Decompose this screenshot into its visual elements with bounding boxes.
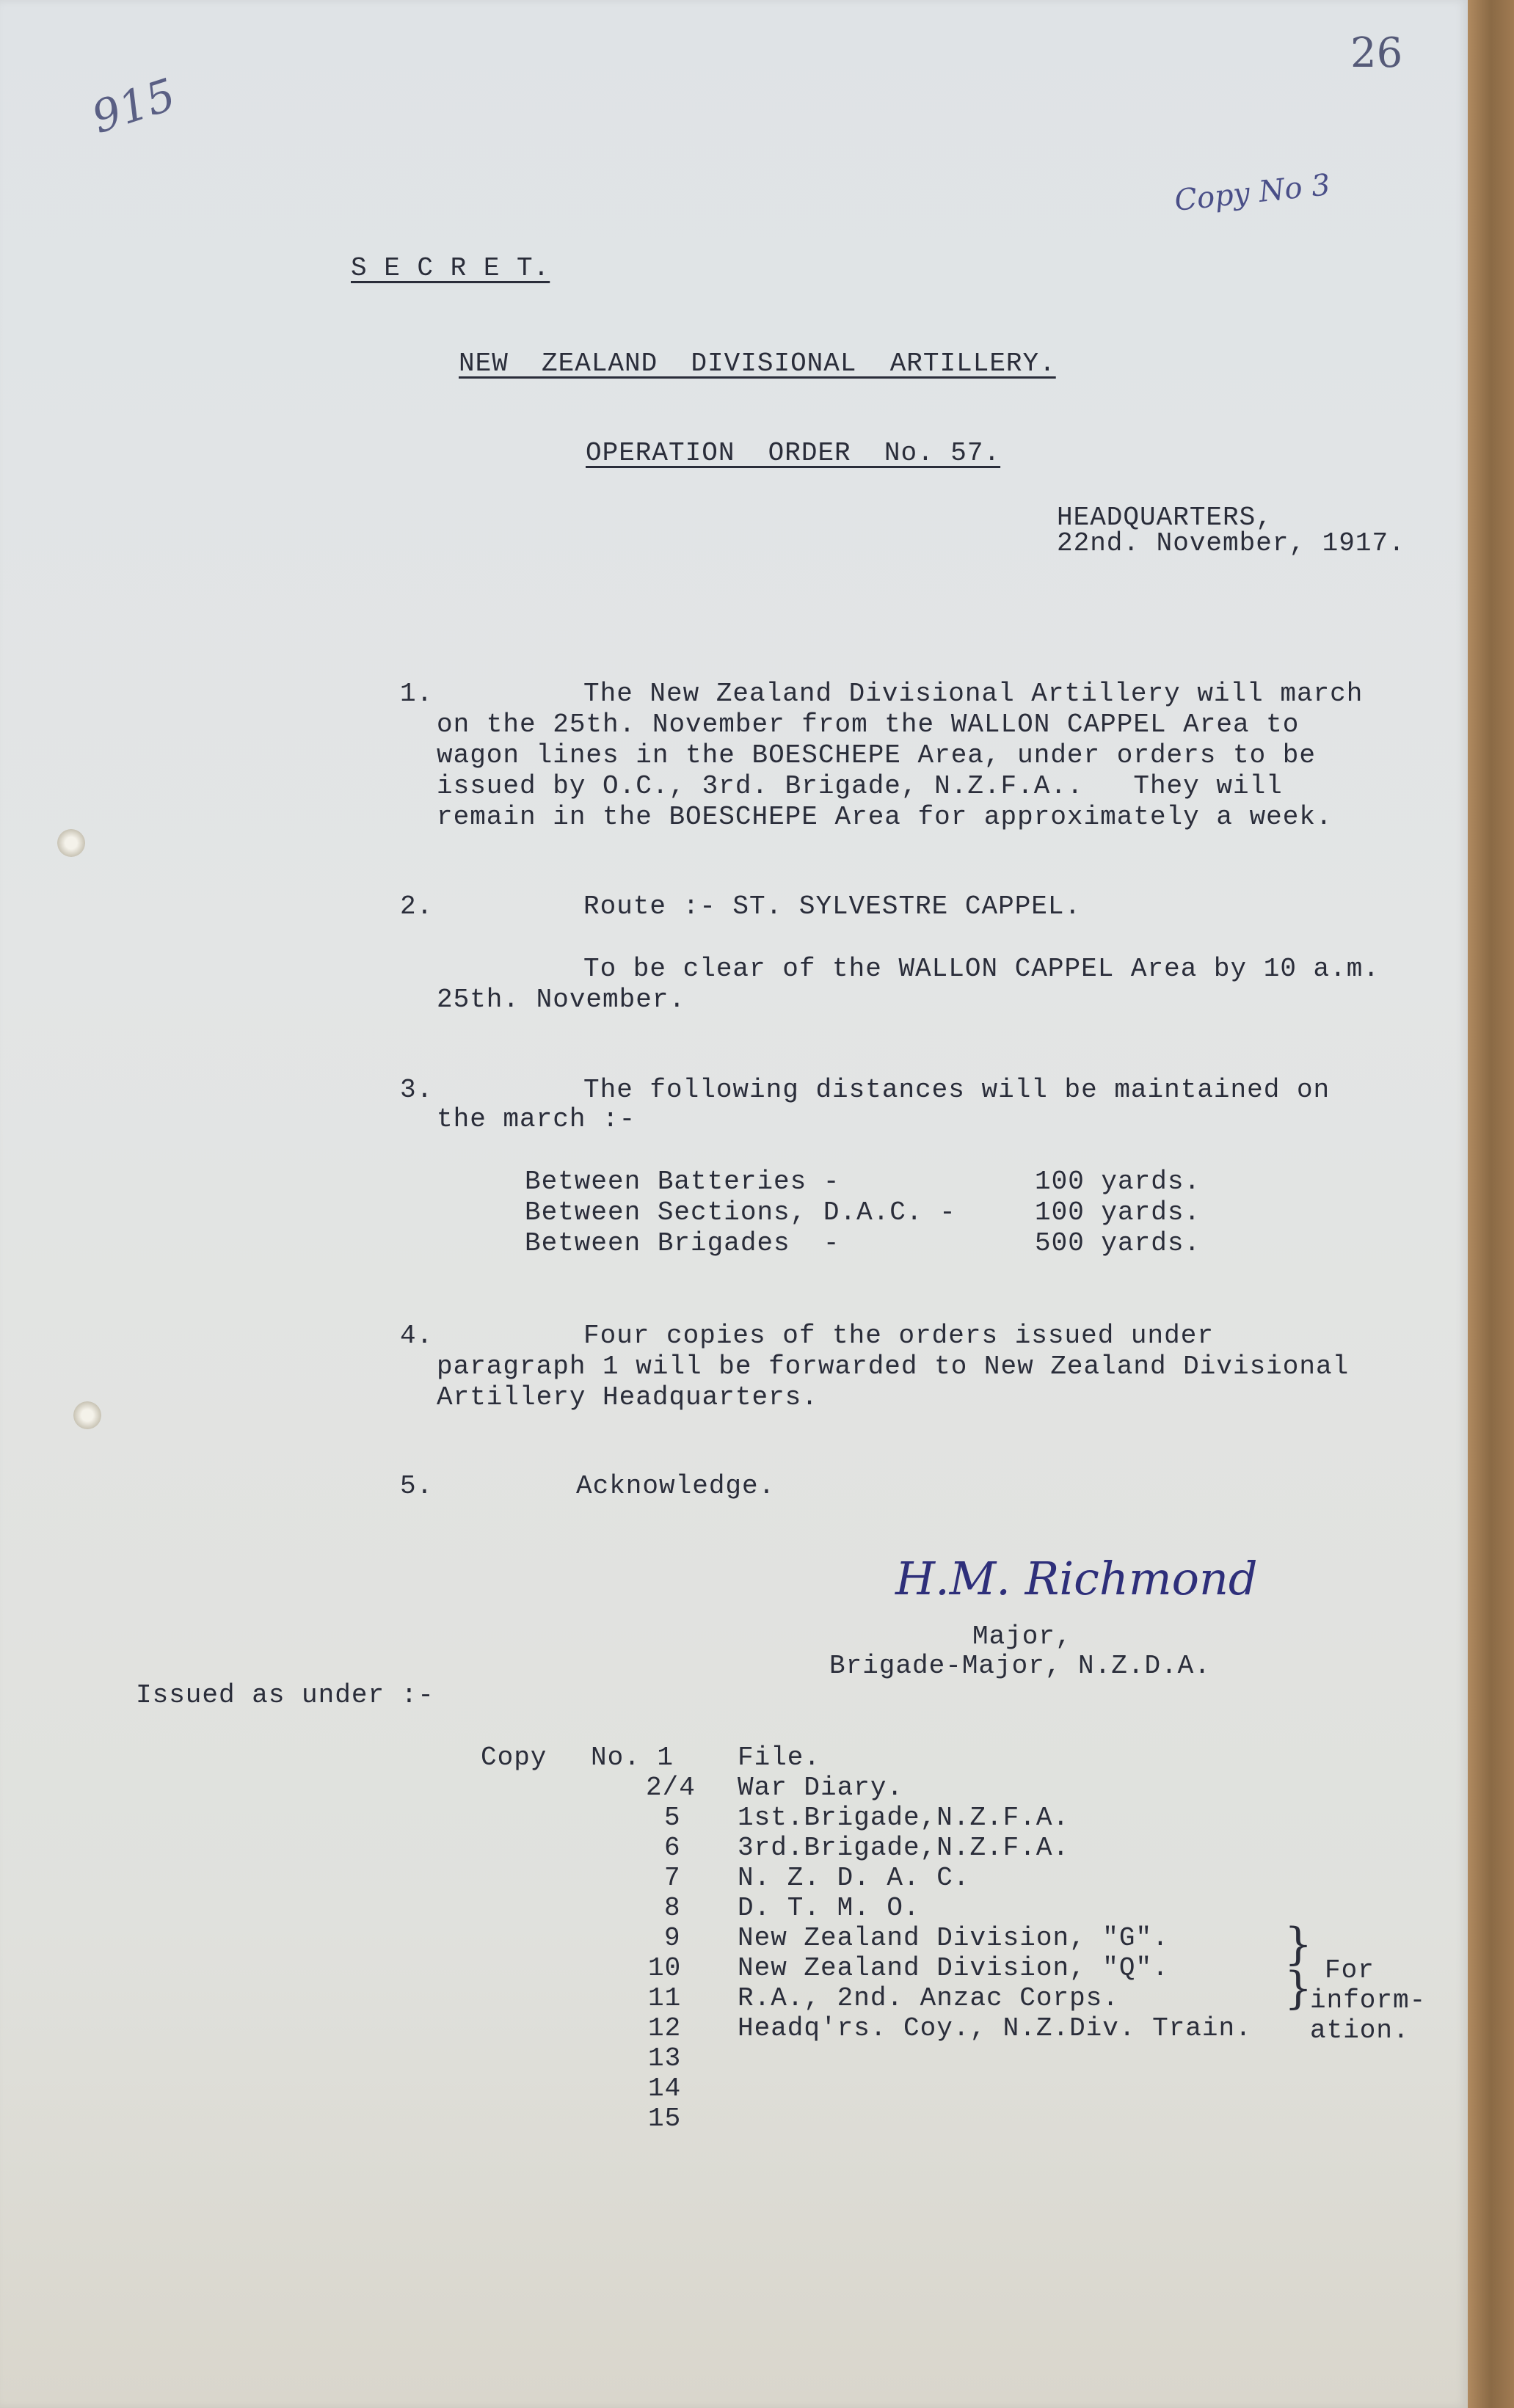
para-3-line: the march :- (437, 1104, 636, 1134)
copy-recipient: Headq'rs. Coy., N.Z.Div. Train. (738, 2013, 1252, 2043)
para-5-text: Acknowledge. (576, 1471, 776, 1501)
distance-label: Between Batteries - (525, 1167, 840, 1197)
distance-value: 100 yards. (1035, 1197, 1201, 1227)
signatory-appointment: Brigade-Major, N.Z.D.A. (829, 1651, 1211, 1681)
bracket-brace: } } (1284, 1919, 1313, 2014)
copy-recipient: 3rd.Brigade,N.Z.F.A. (738, 1833, 1070, 1863)
copy-recipient: R.A., 2nd. Anzac Corps. (738, 1983, 1119, 2013)
order-title: OPERATION ORDER No. 57. (586, 438, 1001, 468)
para-2-route: Route :- ST. SYLVESTRE CAPPEL. (583, 891, 1082, 922)
para-4-line: paragraph 1 will be forwarded to New Zealand Divisional (437, 1351, 1350, 1382)
copy-number: 9 (664, 1923, 681, 1953)
para-1-number: 1. (400, 679, 434, 709)
copy-number: 13 (648, 2043, 682, 2073)
para-4-line: Four copies of the orders issued under (583, 1321, 1214, 1351)
para-1-line: remain in the BOESCHEPE Area for approximately a week. (437, 802, 1333, 832)
para-1-line: issued by O.C., 3rd. Brigade, N.Z.F.A.. They will (437, 771, 1283, 801)
distance-value: 100 yards. (1035, 1167, 1201, 1197)
copy-recipient: War Diary. (738, 1773, 904, 1803)
para-3-line: The following distances will be maintained on (583, 1075, 1331, 1105)
copy-number: 14 (648, 2073, 682, 2104)
copy-number: 7 (664, 1863, 681, 1893)
para-1-line: The New Zealand Divisional Artillery will march (583, 679, 1364, 709)
copy-number: 2/4 (646, 1773, 696, 1803)
folio-number-right: 26 (1350, 29, 1403, 77)
copy-recipient: D. T. M. O. (738, 1893, 920, 1923)
binder-edge (1468, 0, 1514, 2408)
copy-number: 11 (648, 1983, 682, 2013)
copy-number: 6 (664, 1833, 681, 1863)
copy-label: Copy (481, 1743, 547, 1773)
copy-recipient: New Zealand Division, "Q". (738, 1953, 1169, 1983)
signature: H.M. Richmond (895, 1552, 1258, 1605)
info-note-line: inform- (1310, 1985, 1427, 2015)
copy-number: 15 (648, 2104, 682, 2134)
info-note-line: ation. (1310, 2015, 1410, 2046)
copy-number-note: Copy No 3 (1173, 168, 1332, 218)
para-3-number: 3. (400, 1075, 434, 1105)
distance-label: Between Brigades - (525, 1228, 840, 1258)
para-1-line: on the 25th. November from the WALLON CAPPEL Area to (437, 709, 1300, 740)
hq-location: HEADQUARTERS, (1057, 503, 1273, 533)
copy-number: No. 1 (591, 1743, 674, 1773)
copy-number: 10 (648, 1953, 682, 1983)
classification-secret: S E C R E T. (351, 253, 550, 283)
copy-number: 12 (648, 2013, 682, 2043)
folio-number-left: 915 (85, 69, 182, 144)
info-note-line: For (1325, 1955, 1375, 1985)
order-date: 22nd. November, 1917. (1057, 528, 1405, 558)
distance-label: Between Sections, D.A.C. - (525, 1197, 956, 1227)
copy-recipient: File. (738, 1743, 821, 1773)
copy-number: 5 (664, 1803, 681, 1833)
signatory-rank: Major, (972, 1621, 1072, 1652)
copy-number: 8 (664, 1893, 681, 1923)
distribution-heading: Issued as under :- (136, 1680, 434, 1710)
para-5-number: 5. (400, 1471, 434, 1501)
distance-value: 500 yards. (1035, 1228, 1201, 1258)
copy-recipient: N. Z. D. A. C. (738, 1863, 970, 1893)
para-4-number: 4. (400, 1321, 434, 1351)
copy-recipient: New Zealand Division, "G". (738, 1923, 1169, 1953)
para-2-number: 2. (400, 891, 434, 922)
punch-hole-bottom (73, 1401, 101, 1429)
unit-title: NEW ZEALAND DIVISIONAL ARTILLERY. (459, 349, 1056, 379)
para-1-line: wagon lines in the BOESCHEPE Area, under orders to be (437, 740, 1316, 770)
para-4-line: Artillery Headquarters. (437, 1382, 818, 1412)
para-2-line: 25th. November. (437, 985, 686, 1015)
para-2-line: To be clear of the WALLON CAPPEL Area by 10 a.m. (583, 954, 1380, 984)
copy-recipient: 1st.Brigade,N.Z.F.A. (738, 1803, 1070, 1833)
punch-hole-top (57, 829, 85, 857)
